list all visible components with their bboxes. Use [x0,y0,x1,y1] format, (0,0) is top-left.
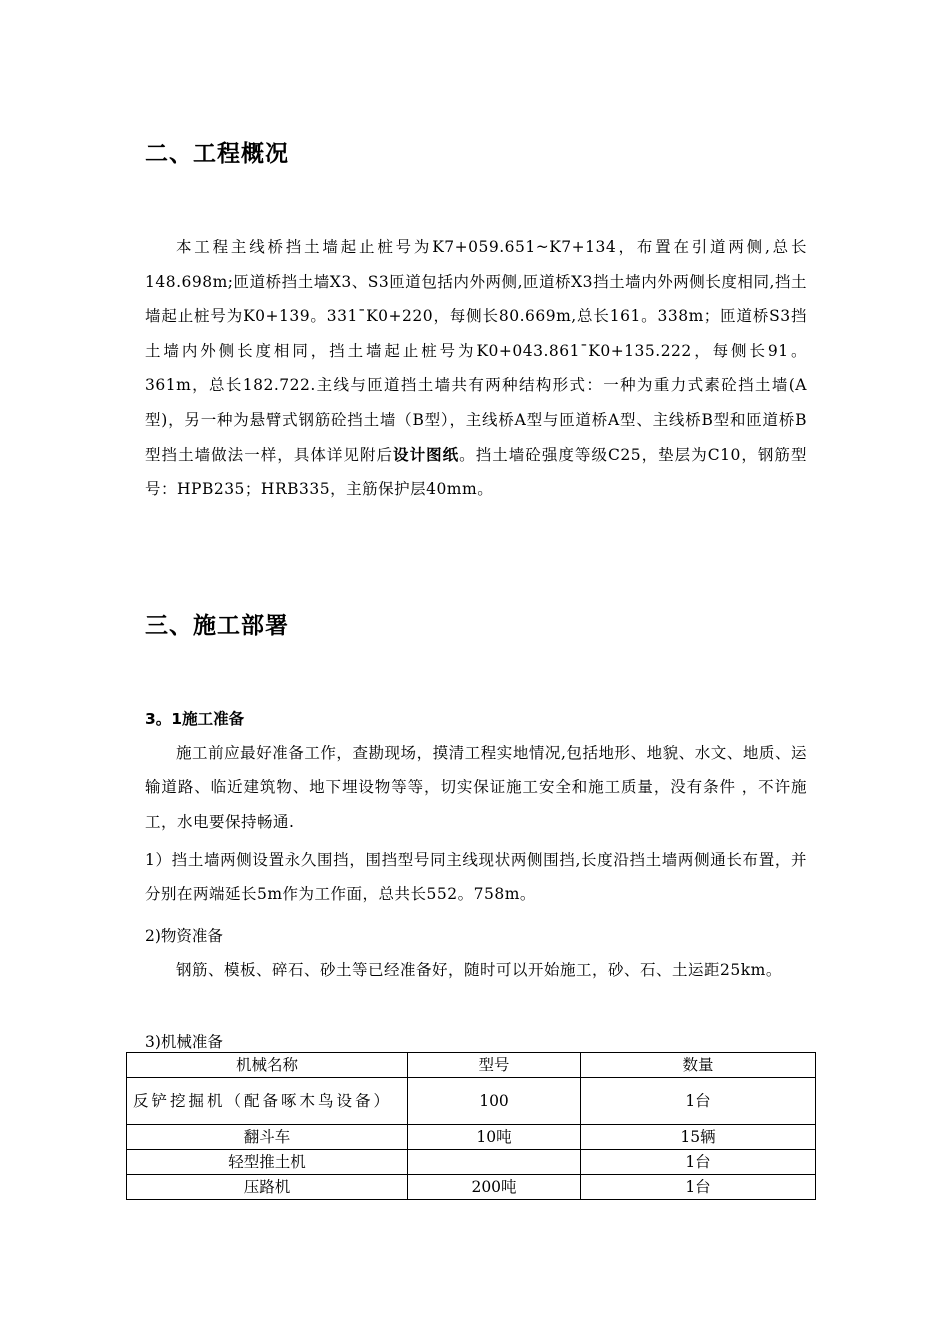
cell-model [408,1150,581,1175]
cell-model: 10吨 [408,1125,581,1150]
cell-quantity: 1台 [581,1078,816,1125]
overview-text-part1: 本工程主线桥挡土墙起止桩号为K7+059.651~K7+134，布置在引道两侧,总长148.698m;匝道桥挡土墙X3、S3匝道包括内外两侧,匝道桥X3挡土墙内外两侧长度相同,挡土墙起止桩号为K0+139。331¯K0+220，每侧长80.669m,总长161。338m；匝道桥S3挡土墙内外侧长度相同，挡土墙起止桩号为K0+043.861¯K0+135.222，每侧长91。361m，总长182.722.主线与匝道挡土墙共有两种结构形式：一种为重力式素砼挡土墙(A型)，另一种为悬臂式钢筋砼挡土墙（B型），主线桥A型与匝道桥A型、主线桥B型和匝道桥B型挡土墙做法一样，具体详见附后 [145,238,807,464]
cell-machine-name: 压路机 [127,1175,408,1200]
table-row [127,1078,816,1125]
cell-quantity: 1台 [581,1150,816,1175]
section-3-title: 三、施工部署 [145,613,289,639]
design-drawings-bold: 设计图纸 [393,445,460,464]
table-row [127,1125,816,1150]
cell-quantity: 1台 [581,1175,816,1200]
table-row [127,1175,816,1200]
machinery-table [126,1052,816,1200]
cell-model: 200吨 [408,1175,581,1200]
table-header-row [127,1053,816,1078]
preparation-paragraph: 施工前应最好准备工作，查勘现场，摸清工程实地情况,包括地形、地貌、水文、地质、运输道路、临近建筑物、地下埋设物等等，切实保证施工安全和施工质量，没有条件 ，不许施工，水电要保持畅通. [145,744,807,831]
subsection-3-1-title: 3。1施工准备 [145,710,245,728]
cell-quantity: 15辆 [581,1125,816,1150]
section-2-title: 二、工程概况 [145,141,289,167]
cell-machine-name: 翻斗车 [127,1125,408,1150]
header-model: 型号 [408,1053,581,1078]
project-overview-paragraph [145,230,807,507]
cell-machine-name: 反铲挖掘机（配备啄木鸟设备） [127,1078,408,1125]
table-row [127,1150,816,1175]
materials-paragraph: 钢筋、模板、碎石、砂土等已经准备好，随时可以开始施工，砂、石、土运距25km。 [176,961,782,979]
item-1-fence: 1）挡土墙两侧设置永久围挡，围挡型号同主线现状两侧围挡,长度沿挡土墙两侧通长布置，并分别在两端延长5m作为工作面，总共长552。758m。 [145,851,807,904]
item-3-machinery: 3)机械准备 [145,1033,223,1051]
item-2-materials: 2)物资准备 [145,927,223,945]
header-machine-name: 机械名称 [127,1053,408,1078]
overview-text-part2: 。挡土墙砼强度等级C25，垫层为C10，钢筋型号：HPB235；HRB335，主筋保护层40mm。 [145,445,807,499]
cell-machine-name: 轻型推土机 [127,1150,408,1175]
cell-model: 100 [408,1078,581,1125]
header-quantity: 数量 [581,1053,816,1078]
